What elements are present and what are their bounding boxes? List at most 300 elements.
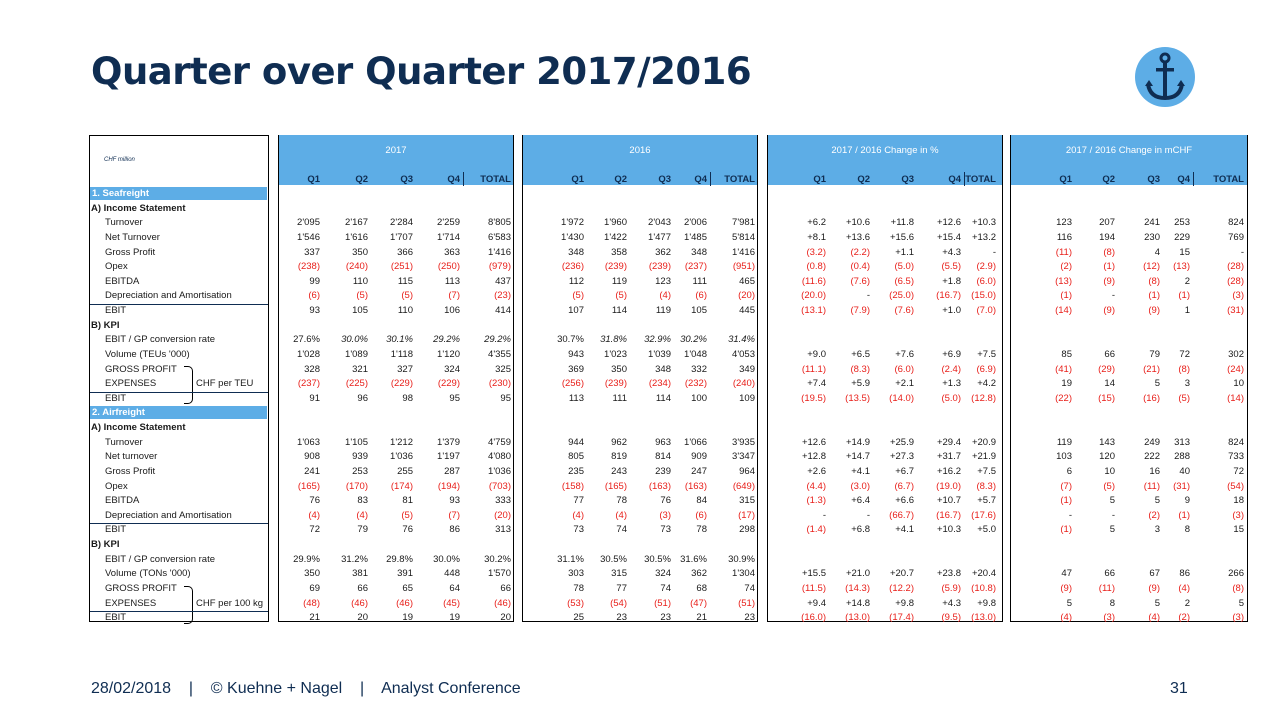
- table-cell: 47: [1061, 568, 1072, 579]
- table-cell: +9.8: [895, 598, 914, 609]
- row-label: Volume (TEUs '000): [105, 349, 190, 360]
- table-cell: 78: [696, 524, 707, 535]
- table-cell: 29.2%: [484, 334, 511, 345]
- table-cell: (16): [1143, 393, 1160, 404]
- table-cell: 235: [568, 466, 584, 477]
- table-cell: (17.6): [971, 510, 996, 521]
- table-cell: +1.8: [942, 276, 961, 287]
- table-cell: (14): [1055, 305, 1072, 316]
- table-cell: 1'960: [604, 217, 627, 228]
- table-cell: 30.2%: [484, 554, 511, 565]
- table-cell: (7.6): [850, 276, 870, 287]
- table-cell: (979): [488, 261, 511, 272]
- table-cell: +5.9: [851, 378, 870, 389]
- table-cell: 79: [357, 524, 368, 535]
- table-cell: +1.1: [895, 247, 914, 258]
- total-divider: [1193, 172, 1194, 186]
- column-header: TOTAL: [965, 174, 996, 185]
- table-cell: 302: [1228, 349, 1244, 360]
- table-cell: 1'416: [488, 247, 511, 258]
- table-cell: (20.0): [801, 290, 826, 301]
- table-cell: (16.0): [801, 612, 826, 623]
- table-cell: (7.6): [894, 305, 914, 316]
- table-cell: 19: [449, 612, 460, 623]
- table-cell: 2: [1184, 598, 1190, 609]
- table-cell: 303: [568, 568, 584, 579]
- table-cell: (8): [1148, 276, 1160, 287]
- table-cell: 91: [309, 393, 320, 404]
- row-label: EBIT: [105, 393, 127, 404]
- row-label: Depreciation and Amortisation: [105, 510, 232, 521]
- table-cell: (5.9): [941, 583, 961, 594]
- table-cell: (41): [1055, 364, 1072, 375]
- column-header: Q1: [1059, 174, 1072, 185]
- table-cell: (51): [738, 598, 755, 609]
- table-cell: 68: [696, 583, 707, 594]
- table-cell: (15): [1098, 393, 1115, 404]
- table-cell: 76: [660, 495, 671, 506]
- table-cell: 103: [1056, 451, 1072, 462]
- table-cell: 1'036: [390, 451, 413, 462]
- table-cell: 21: [696, 612, 707, 623]
- table-cell: (11): [1055, 247, 1072, 258]
- table-cell: (5): [572, 290, 584, 301]
- table-cell: (1): [1178, 510, 1190, 521]
- table-cell: 30.0%: [341, 334, 368, 345]
- table-cell: 1'422: [604, 232, 627, 243]
- table-cell: 10: [1104, 466, 1115, 477]
- table-cell: 362: [655, 247, 671, 258]
- table-cell: -: [1068, 510, 1072, 521]
- table-cell: (4): [356, 510, 368, 521]
- table-cell: (8): [1103, 247, 1115, 258]
- table-cell: +4.1: [851, 466, 870, 477]
- table-cell: 5: [1154, 598, 1160, 609]
- table-cell: 30.5%: [600, 554, 627, 565]
- table-cell: (1): [1060, 495, 1072, 506]
- table-cell: (4): [1178, 583, 1190, 594]
- table-cell: 362: [691, 568, 707, 579]
- table-cell: 72: [309, 524, 320, 535]
- table-cell: (9.5): [941, 612, 961, 623]
- table-cell: 31.6%: [680, 554, 707, 565]
- block-title: 2017 / 2016 Change in %: [831, 145, 939, 156]
- column-header: TOTAL: [480, 174, 511, 185]
- table-cell: (163): [648, 481, 671, 492]
- table-cell: +12.6: [936, 217, 961, 228]
- table-cell: 76: [402, 524, 413, 535]
- table-cell: (3): [1103, 612, 1115, 623]
- table-cell: 66: [500, 583, 511, 594]
- table-cell: 31.8%: [600, 334, 627, 345]
- page-number: 31: [1170, 680, 1188, 697]
- table-cell: +9.0: [807, 349, 826, 360]
- table-cell: 95: [449, 393, 460, 404]
- table-cell: 111: [612, 393, 627, 404]
- table-cell: 114: [655, 393, 671, 404]
- table-cell: (2): [1060, 261, 1072, 272]
- brace-bracket: [184, 586, 193, 624]
- table-cell: (5.0): [894, 261, 914, 272]
- table-cell: (9): [1148, 583, 1160, 594]
- table-cell: 20: [500, 612, 511, 623]
- table-cell: 363: [444, 247, 460, 258]
- table-cell: (0.4): [850, 261, 870, 272]
- table-cell: (237): [297, 378, 320, 389]
- table-cell: (19.5): [801, 393, 826, 404]
- table-cell: +14.9: [845, 437, 870, 448]
- table-cell: (4): [1148, 612, 1160, 623]
- table-cell: +1.3: [942, 378, 961, 389]
- table-cell: (66.7): [889, 510, 914, 521]
- table-cell: (1): [1060, 524, 1072, 535]
- table-cell: (12.8): [971, 393, 996, 404]
- table-cell: +10.3: [971, 217, 996, 228]
- table-cell: 74: [744, 583, 755, 594]
- table-cell: 298: [739, 524, 755, 535]
- table-cell: +6.2: [807, 217, 826, 228]
- table-cell: (24): [1227, 364, 1244, 375]
- table-cell: 74: [616, 524, 627, 535]
- table-cell: (5.5): [941, 261, 961, 272]
- table-cell: (256): [561, 378, 584, 389]
- row-label: EBIT: [105, 524, 127, 535]
- table-cell: +7.6: [895, 349, 914, 360]
- table-cell: (6.5): [894, 276, 914, 287]
- table-cell: 1'048: [684, 349, 707, 360]
- table-cell: 69: [309, 583, 320, 594]
- table-cell: 1'023: [604, 349, 627, 360]
- table-cell: (4): [615, 510, 627, 521]
- table-cell: (5): [401, 290, 413, 301]
- table-cell: 8: [1109, 598, 1115, 609]
- table-cell: +21.0: [845, 568, 870, 579]
- table-cell: 40: [1179, 466, 1190, 477]
- table-cell: 333: [495, 495, 511, 506]
- table-cell: +9.8: [977, 598, 996, 609]
- table-cell: 1'063: [297, 437, 320, 448]
- table-cell: (229): [437, 378, 460, 389]
- table-cell: 1'304: [732, 568, 755, 579]
- footer: 28/02/2018 | © Kuehne + Nagel | Analyst Conference: [91, 680, 521, 697]
- table-cell: 72: [1179, 349, 1190, 360]
- table-cell: 939: [352, 451, 368, 462]
- table-cell: 31.1%: [557, 554, 584, 565]
- table-cell: 6'583: [488, 232, 511, 243]
- table-cell: (174): [390, 481, 413, 492]
- table-cell: 241: [1144, 217, 1160, 228]
- table-cell: 30.9%: [728, 554, 755, 565]
- table-cell: 123: [655, 276, 671, 287]
- table-cell: 4'053: [732, 349, 755, 360]
- table-cell: 321: [352, 364, 368, 375]
- table-cell: +4.3: [942, 247, 961, 258]
- table-cell: (5): [1103, 481, 1115, 492]
- table-cell: +14.8: [845, 598, 870, 609]
- block-title: 2016: [629, 145, 651, 156]
- table-cell: 5: [1154, 378, 1160, 389]
- table-cell: (4): [308, 510, 320, 521]
- table-cell: (21): [1143, 364, 1160, 375]
- table-cell: (53): [567, 598, 584, 609]
- table-cell: 85: [1061, 349, 1072, 360]
- table-cell: 908: [304, 451, 320, 462]
- table-cell: 120: [1099, 451, 1115, 462]
- table-cell: +16.2: [936, 466, 961, 477]
- table-cell: 253: [352, 466, 368, 477]
- table-cell: (239): [604, 261, 627, 272]
- table-cell: (165): [297, 481, 320, 492]
- table-cell: 123: [1056, 217, 1072, 228]
- table-cell: (11.5): [801, 583, 826, 594]
- table-cell: 113: [568, 393, 584, 404]
- table-cell: (232): [684, 378, 707, 389]
- column-header: Q4: [447, 174, 460, 185]
- table-cell: 99: [309, 276, 320, 287]
- table-cell: (25.0): [889, 290, 914, 301]
- table-cell: 19: [402, 612, 413, 623]
- table-cell: 315: [611, 568, 627, 579]
- table-cell: 1'089: [345, 349, 368, 360]
- table-cell: 31.4%: [728, 334, 755, 345]
- table-cell: (2.9): [976, 261, 996, 272]
- table-cell: 16: [1149, 466, 1160, 477]
- table-cell: (5): [356, 290, 368, 301]
- table-cell: (31): [1227, 305, 1244, 316]
- table-cell: 5'814: [732, 232, 755, 243]
- table-cell: 1'036: [488, 466, 511, 477]
- row-label: Gross Profit: [105, 466, 156, 477]
- table-cell: 109: [739, 393, 755, 404]
- table-cell: 350: [352, 247, 368, 258]
- table-cell: 1'197: [437, 451, 460, 462]
- table-cell: +13.6: [845, 232, 870, 243]
- table-cell: 805: [568, 451, 584, 462]
- table-cell: 337: [304, 247, 320, 258]
- table-cell: 66: [1104, 568, 1115, 579]
- column-header: TOTAL: [724, 174, 755, 185]
- column-header: Q1: [307, 174, 320, 185]
- table-cell: 1: [1184, 305, 1190, 316]
- table-cell: 358: [611, 247, 627, 258]
- table-cell: 7'981: [732, 217, 755, 228]
- table-cell: +23.8: [936, 568, 961, 579]
- table-cell: 2: [1184, 276, 1190, 287]
- table-cell: (13): [1173, 261, 1190, 272]
- table-cell: 5: [1109, 524, 1115, 535]
- table-cell: 86: [1179, 568, 1190, 579]
- table-cell: +7.5: [977, 466, 996, 477]
- table-cell: (703): [488, 481, 511, 492]
- table-cell: (3): [1232, 290, 1244, 301]
- table-cell: 229: [1174, 232, 1190, 243]
- table-cell: (2): [1178, 612, 1190, 623]
- table-cell: 1'616: [345, 232, 368, 243]
- table-cell: 5: [1154, 495, 1160, 506]
- table-cell: (31): [1173, 481, 1190, 492]
- table-cell: (46): [494, 598, 511, 609]
- table-cell: 65: [402, 583, 413, 594]
- table-cell: 2'284: [390, 217, 413, 228]
- table-cell: 4'080: [488, 451, 511, 462]
- table-cell: 348: [568, 247, 584, 258]
- table-cell: (229): [390, 378, 413, 389]
- row-label: Opex: [105, 481, 128, 492]
- row-label: EBITDA: [105, 495, 140, 506]
- table-cell: 83: [357, 495, 368, 506]
- table-cell: (28): [1227, 276, 1244, 287]
- table-cell: 769: [1228, 232, 1244, 243]
- row-unit: CHF per TEU: [196, 378, 254, 389]
- table-cell: +5.7: [977, 495, 996, 506]
- subsection-heading: B) KPI: [91, 320, 120, 331]
- table-cell: 73: [573, 524, 584, 535]
- table-cell: 116: [1056, 232, 1072, 243]
- table-cell: 253: [1174, 217, 1190, 228]
- table-cell: 4'355: [488, 349, 511, 360]
- table-cell: 31.2%: [341, 554, 368, 565]
- column-header: Q4: [694, 174, 707, 185]
- block-title: 2017: [385, 145, 407, 156]
- table-cell: 1'485: [684, 232, 707, 243]
- table-cell: 2'043: [648, 217, 671, 228]
- table-cell: (48): [303, 598, 320, 609]
- table-cell: 1'546: [297, 232, 320, 243]
- table-cell: 113: [444, 276, 460, 287]
- row-label: EBITDA: [105, 276, 140, 287]
- table-cell: 98: [402, 393, 413, 404]
- row-unit: CHF per 100 kg: [196, 598, 264, 609]
- subsection-heading: B) KPI: [91, 539, 120, 550]
- table-cell: (9): [1060, 583, 1072, 594]
- table-cell: 81: [402, 495, 413, 506]
- row-label: GROSS PROFIT: [105, 364, 177, 375]
- table-cell: (9): [1103, 305, 1115, 316]
- table-cell: (3.0): [850, 481, 870, 492]
- table-cell: 1'118: [390, 349, 413, 360]
- table-cell: 1'416: [732, 247, 755, 258]
- table-cell: (20): [494, 510, 511, 521]
- table-cell: 266: [1228, 568, 1244, 579]
- table-cell: +2.6: [807, 466, 826, 477]
- table-cell: 27.6%: [293, 334, 320, 345]
- table-cell: (6): [308, 290, 320, 301]
- table-cell: (13.0): [845, 612, 870, 623]
- table-cell: 143: [1099, 437, 1115, 448]
- table-cell: 93: [309, 305, 320, 316]
- table-cell: 2'006: [684, 217, 707, 228]
- table-cell: (239): [648, 261, 671, 272]
- table-cell: 21: [309, 612, 320, 623]
- table-cell: (11.6): [801, 276, 826, 287]
- table-cell: 2'167: [345, 217, 368, 228]
- table-cell: 23: [616, 612, 627, 623]
- table-cell: +1.0: [942, 305, 961, 316]
- table-cell: 1'039: [648, 349, 671, 360]
- table-cell: 73: [660, 524, 671, 535]
- table-cell: (15.0): [971, 290, 996, 301]
- table-cell: (3): [1232, 510, 1244, 521]
- table-cell: 349: [739, 364, 755, 375]
- table-cell: 14: [1104, 378, 1115, 389]
- row-label: Net turnover: [105, 451, 158, 462]
- table-cell: +6.9: [942, 349, 961, 360]
- table-cell: 30.5%: [644, 554, 671, 565]
- table-cell: (237): [684, 261, 707, 272]
- table-cell: (17): [738, 510, 755, 521]
- table-cell: 1'714: [437, 232, 460, 243]
- table-cell: 119: [655, 305, 671, 316]
- table-cell: 64: [449, 583, 460, 594]
- table-cell: (14.3): [845, 583, 870, 594]
- table-cell: (251): [390, 261, 413, 272]
- table-cell: 2'095: [297, 217, 320, 228]
- table-cell: (165): [604, 481, 627, 492]
- row-label: EBIT / GP conversion rate: [105, 554, 216, 565]
- table-cell: 381: [352, 568, 368, 579]
- table-cell: 944: [568, 437, 584, 448]
- table-cell: 350: [304, 568, 320, 579]
- table-cell: +7.4: [807, 378, 826, 389]
- table-cell: 119: [611, 276, 627, 287]
- table-cell: (250): [437, 261, 460, 272]
- table-cell: 86: [449, 524, 460, 535]
- table-cell: 5: [1109, 495, 1115, 506]
- row-label: GROSS PROFIT: [105, 583, 177, 594]
- table-cell: (230): [488, 378, 511, 389]
- table-cell: (951): [732, 261, 755, 272]
- table-cell: 241: [304, 466, 320, 477]
- table-cell: (1): [1103, 261, 1115, 272]
- table-cell: 1'028: [297, 349, 320, 360]
- column-header: Q3: [658, 174, 671, 185]
- table-cell: 3'347: [732, 451, 755, 462]
- table-cell: (8.3): [976, 481, 996, 492]
- column-header: TOTAL: [1213, 174, 1244, 185]
- table-cell: (225): [345, 378, 368, 389]
- table-cell: (1.4): [806, 524, 826, 535]
- table-cell: 115: [397, 276, 413, 287]
- table-cell: (20): [738, 290, 755, 301]
- table-cell: 255: [397, 466, 413, 477]
- table-cell: (9): [1148, 305, 1160, 316]
- subsection-heading: A) Income Statement: [91, 422, 186, 433]
- table-cell: +10.6: [845, 217, 870, 228]
- table-cell: 32.9%: [644, 334, 671, 345]
- table-cell: (13.5): [845, 393, 870, 404]
- table-cell: 3: [1184, 378, 1190, 389]
- table-cell: +21.9: [971, 451, 996, 462]
- table-cell: 243: [611, 466, 627, 477]
- row-label: Turnover: [105, 437, 143, 448]
- table-cell: 30.2%: [680, 334, 707, 345]
- table-cell: 287: [444, 466, 460, 477]
- table-cell: (8): [1178, 364, 1190, 375]
- table-cell: (1): [1178, 290, 1190, 301]
- table-cell: (2): [1148, 510, 1160, 521]
- table-cell: 4'759: [488, 437, 511, 448]
- table-cell: (170): [345, 481, 368, 492]
- table-cell: (11): [1143, 481, 1160, 492]
- table-cell: (16.7): [936, 290, 961, 301]
- table-cell: 943: [568, 349, 584, 360]
- table-cell: (5): [615, 290, 627, 301]
- table-cell: 3: [1154, 524, 1160, 535]
- table-cell: -: [866, 510, 870, 521]
- table-cell: 962: [611, 437, 627, 448]
- row-label: Volume (TONs '000): [105, 568, 191, 579]
- table-cell: 23: [744, 612, 755, 623]
